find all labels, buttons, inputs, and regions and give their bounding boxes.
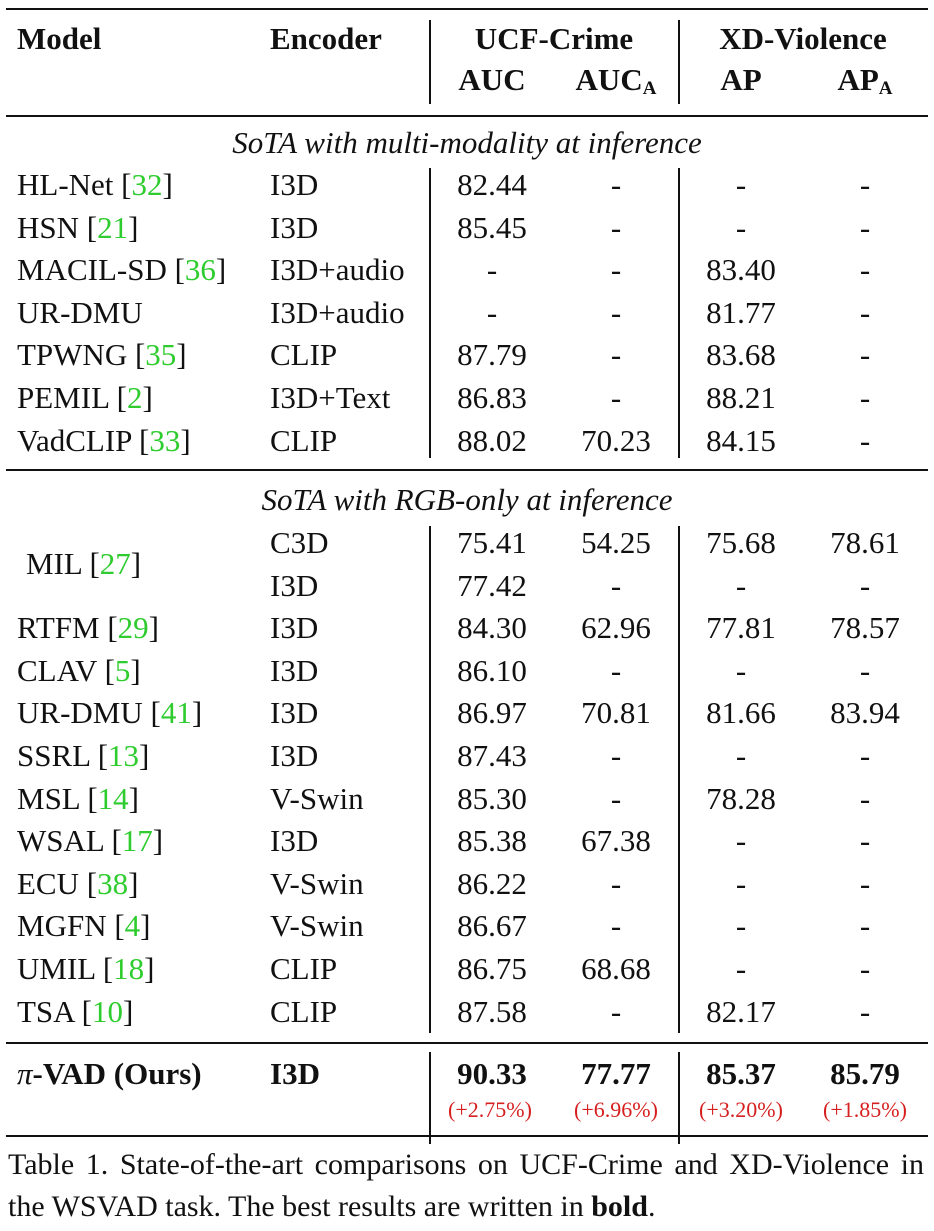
cell-auc: 86.67 xyxy=(457,908,527,943)
citation-link[interactable]: 18 xyxy=(113,951,145,986)
cell-ap: 81.66 xyxy=(706,695,776,730)
header-model: Model xyxy=(17,21,102,56)
header-auc: AUC xyxy=(458,62,526,97)
cell-ap-a: 83.94 xyxy=(830,695,900,730)
cell-auc-a: 70.81 xyxy=(581,695,651,730)
cell-auc-a: - xyxy=(610,210,622,245)
cell-auc-a: - xyxy=(610,167,622,202)
encoder: I3D+Text xyxy=(270,380,391,415)
cell-auc-a: - xyxy=(610,781,622,816)
cell-auc: 86.97 xyxy=(457,695,527,730)
citation-link[interactable]: 21 xyxy=(97,210,129,245)
encoder: CLIP xyxy=(270,994,338,1029)
header-rule xyxy=(6,115,928,117)
ours-vline-left xyxy=(429,1052,431,1144)
model-label: UR-DMU xyxy=(17,695,143,730)
section1-vline-left xyxy=(429,168,431,458)
cell-ap: 75.68 xyxy=(706,525,776,560)
section1-end-rule xyxy=(6,469,928,471)
citation-link[interactable]: 27 xyxy=(99,546,131,581)
cell-ap-a: - xyxy=(859,951,871,986)
cell-ap-a: - xyxy=(859,167,871,202)
cell-auc-a: - xyxy=(610,337,622,372)
cell-ap: 81.77 xyxy=(706,295,776,330)
model-label: MSL xyxy=(17,781,80,816)
model-name: MACIL-SD [36] xyxy=(17,252,227,287)
header-encoder: Encoder xyxy=(270,21,382,56)
ours-auc-a: 77.77 xyxy=(581,1056,651,1091)
cell-ap: - xyxy=(735,568,747,603)
encoder: V-Swin xyxy=(270,866,364,901)
cell-ap-a: - xyxy=(859,738,871,773)
model-name: CLAV [5] xyxy=(17,653,141,688)
cell-auc: 84.30 xyxy=(457,610,527,645)
model-label: WSAL xyxy=(17,823,104,858)
ours-ap-delta: (+3.20%) xyxy=(699,1097,783,1122)
model-label: ECU xyxy=(17,866,79,901)
cell-ap-a: - xyxy=(859,653,871,688)
section-title-multimodal: SoTA with multi-modality at inference xyxy=(232,125,702,160)
cell-ap: - xyxy=(735,738,747,773)
cell-auc: 87.58 xyxy=(457,994,527,1029)
header-auc-a: $AUC_A$ xyxy=(575,62,657,99)
cell-ap-a: - xyxy=(859,568,871,603)
cell-ap-a: - xyxy=(859,866,871,901)
ours-auc: 90.33 xyxy=(457,1056,527,1091)
cell-auc: 86.22 xyxy=(457,866,527,901)
encoder: I3D xyxy=(270,210,319,245)
encoder: CLIP xyxy=(270,423,338,458)
cell-ap: 83.68 xyxy=(706,337,776,372)
citation-link[interactable]: 10 xyxy=(91,994,123,1029)
cell-ap: 88.21 xyxy=(706,380,776,415)
cell-auc: 75.41 xyxy=(457,525,527,560)
ours-auc-delta: (+2.75%) xyxy=(448,1097,532,1122)
header-ap-a: $AP_A$ xyxy=(837,62,893,99)
encoder: I3D xyxy=(270,610,319,645)
encoder: I3D+audio xyxy=(270,252,405,287)
cell-auc: 85.38 xyxy=(457,823,527,858)
ours-ap-a: 85.79 xyxy=(830,1056,900,1091)
cell-ap-a: - xyxy=(859,423,871,458)
header-ap: AP xyxy=(720,62,762,97)
citation-link[interactable]: 2 xyxy=(126,380,143,415)
section2-end-rule xyxy=(6,1042,928,1044)
model-label: TPWNG xyxy=(17,337,128,372)
cell-auc: 85.45 xyxy=(457,210,527,245)
model-label: HSN xyxy=(17,210,80,245)
cell-ap: - xyxy=(735,908,747,943)
model-label: RTFM xyxy=(17,610,100,645)
ours-ap-a-delta: (+1.85%) xyxy=(823,1097,907,1122)
cell-ap-a: - xyxy=(859,908,871,943)
cell-ap: 77.81 xyxy=(706,610,776,645)
cell-ap-a: 78.57 xyxy=(830,610,900,645)
cell-ap-a: - xyxy=(859,252,871,287)
model-label: MIL xyxy=(26,546,82,581)
model-name: ECU [38] xyxy=(17,866,139,901)
cell-auc: - xyxy=(486,295,498,330)
citation-link[interactable]: 29 xyxy=(117,610,149,645)
encoder: I3D xyxy=(270,167,319,202)
model-label: MACIL-SD xyxy=(17,252,167,287)
cell-ap: 84.15 xyxy=(706,423,776,458)
cell-auc: 77.42 xyxy=(457,568,527,603)
cell-auc-a: 54.25 xyxy=(581,525,651,560)
cell-ap-a: - xyxy=(859,781,871,816)
cell-ap: 78.28 xyxy=(706,781,776,816)
ours-encoder: I3D xyxy=(270,1056,320,1091)
bottom-rule xyxy=(6,1135,928,1137)
encoder: I3D+audio xyxy=(270,295,405,330)
model-name: HSN [21] xyxy=(17,210,139,245)
citation-link[interactable]: 14 xyxy=(97,781,129,816)
cell-ap: - xyxy=(735,167,747,202)
header-vline-left xyxy=(429,20,431,104)
model-name: SSRL [13] xyxy=(17,738,150,773)
model-name: MIL [27] xyxy=(26,546,142,581)
cell-ap: - xyxy=(735,210,747,245)
citation-link[interactable]: 4 xyxy=(124,908,141,943)
cell-ap: - xyxy=(735,866,747,901)
encoder: V-Swin xyxy=(270,908,364,943)
cell-auc-a: 68.68 xyxy=(581,951,651,986)
cell-auc-a: - xyxy=(610,380,622,415)
cell-auc: 86.75 xyxy=(457,951,527,986)
encoder: I3D xyxy=(270,568,319,603)
cell-auc: 86.10 xyxy=(457,653,527,688)
section2-vline-left xyxy=(429,526,431,1033)
model-label: MGFN xyxy=(17,908,107,943)
model-label: PEMIL xyxy=(17,380,109,415)
header-vline-right xyxy=(678,20,680,104)
cell-auc: 87.79 xyxy=(457,337,527,372)
section1-vline-right xyxy=(678,168,680,458)
citation-link[interactable]: 35 xyxy=(145,337,177,372)
model-name: MSL [14] xyxy=(17,781,139,816)
cell-auc: 88.02 xyxy=(457,423,527,458)
encoder: I3D xyxy=(270,823,319,858)
encoder: V-Swin xyxy=(270,781,364,816)
encoder: I3D xyxy=(270,695,319,730)
citation-link[interactable]: 13 xyxy=(108,738,140,773)
cell-auc-a: - xyxy=(610,252,622,287)
header-ucf-crime: UCF-Crime xyxy=(474,21,634,56)
cell-ap: - xyxy=(735,951,747,986)
cell-auc-a: 67.38 xyxy=(581,823,651,858)
model-label: UR-DMU xyxy=(17,295,143,330)
cell-auc-a: 70.23 xyxy=(581,423,651,458)
model-label: SSRL xyxy=(17,738,90,773)
cell-auc-a: - xyxy=(610,653,622,688)
cell-ap-a: - xyxy=(859,295,871,330)
section2-vline-right xyxy=(678,526,680,1033)
model-name: RTFM [29] xyxy=(17,610,159,645)
cell-ap-a: - xyxy=(859,823,871,858)
encoder: I3D xyxy=(270,653,319,688)
cell-ap: - xyxy=(735,823,747,858)
model-name: HL-Net [32] xyxy=(17,167,173,202)
citation-link[interactable]: 32 xyxy=(131,167,163,202)
cell-auc-a: 62.96 xyxy=(581,610,651,645)
table-caption: Table 1. State-of-the-art comparisons on UCF-Crime and XD-Violence in the WSVAD task. The best results are written in bold. xyxy=(8,1148,924,1223)
model-name xyxy=(17,295,143,331)
cell-ap: 82.17 xyxy=(706,994,776,1029)
citation-link[interactable]: 38 xyxy=(97,866,129,901)
citation-link[interactable]: 17 xyxy=(121,823,153,858)
encoder: I3D xyxy=(270,738,319,773)
cell-auc: 87.43 xyxy=(457,738,527,773)
cell-ap-a: - xyxy=(859,210,871,245)
model-name: TPWNG [35] xyxy=(17,337,187,372)
encoder: C3D xyxy=(270,525,329,560)
cell-auc-a: - xyxy=(610,908,622,943)
model-name: PEMIL [2] xyxy=(17,380,153,415)
cell-auc: 86.83 xyxy=(457,380,527,415)
cell-ap: 83.40 xyxy=(706,252,776,287)
citation-link[interactable]: 33 xyxy=(149,423,181,458)
model-label: CLAV xyxy=(17,653,97,688)
cell-auc: 85.30 xyxy=(457,781,527,816)
cell-auc-a: - xyxy=(610,738,622,773)
citation-link[interactable]: 5 xyxy=(114,653,131,688)
header-xd-violence: XD-Violence xyxy=(719,21,887,56)
cell-ap-a: 78.61 xyxy=(830,525,900,560)
model-name: MGFN [4] xyxy=(17,908,151,943)
model-label: UMIL xyxy=(17,951,96,986)
model-name: UR-DMU [41] xyxy=(17,695,203,730)
cell-ap: - xyxy=(735,653,747,688)
encoder: CLIP xyxy=(270,951,338,986)
ours-ap: 85.37 xyxy=(706,1056,776,1091)
citation-link[interactable]: 36 xyxy=(184,252,216,287)
ours-vline-right xyxy=(678,1052,680,1144)
model-label: VadCLIP xyxy=(17,423,132,458)
encoder: CLIP xyxy=(270,337,338,372)
cell-auc-a: - xyxy=(610,994,622,1029)
cell-auc-a: - xyxy=(610,568,622,603)
cell-auc-a: - xyxy=(610,866,622,901)
cell-auc: 82.44 xyxy=(457,167,527,202)
citation-link[interactable]: 41 xyxy=(160,695,192,730)
model-label: TSA xyxy=(17,994,74,1029)
top-rule xyxy=(6,8,928,10)
cell-ap-a: - xyxy=(859,380,871,415)
model-name: TSA [10] xyxy=(17,994,134,1029)
cell-ap-a: - xyxy=(859,337,871,372)
cell-auc: - xyxy=(486,252,498,287)
cell-auc-a: - xyxy=(610,295,622,330)
model-name: WSAL [17] xyxy=(17,823,164,858)
section-title-rgb-only: SoTA with RGB-only at inference xyxy=(261,482,673,517)
model-name: UMIL [18] xyxy=(17,951,155,986)
ours-model: π-VAD (Ours) xyxy=(17,1056,202,1091)
ours-auc-a-delta: (+6.96%) xyxy=(574,1097,658,1122)
model-label: HL-Net xyxy=(17,167,114,202)
model-name: VadCLIP [33] xyxy=(17,423,191,458)
cell-ap-a: - xyxy=(859,994,871,1029)
